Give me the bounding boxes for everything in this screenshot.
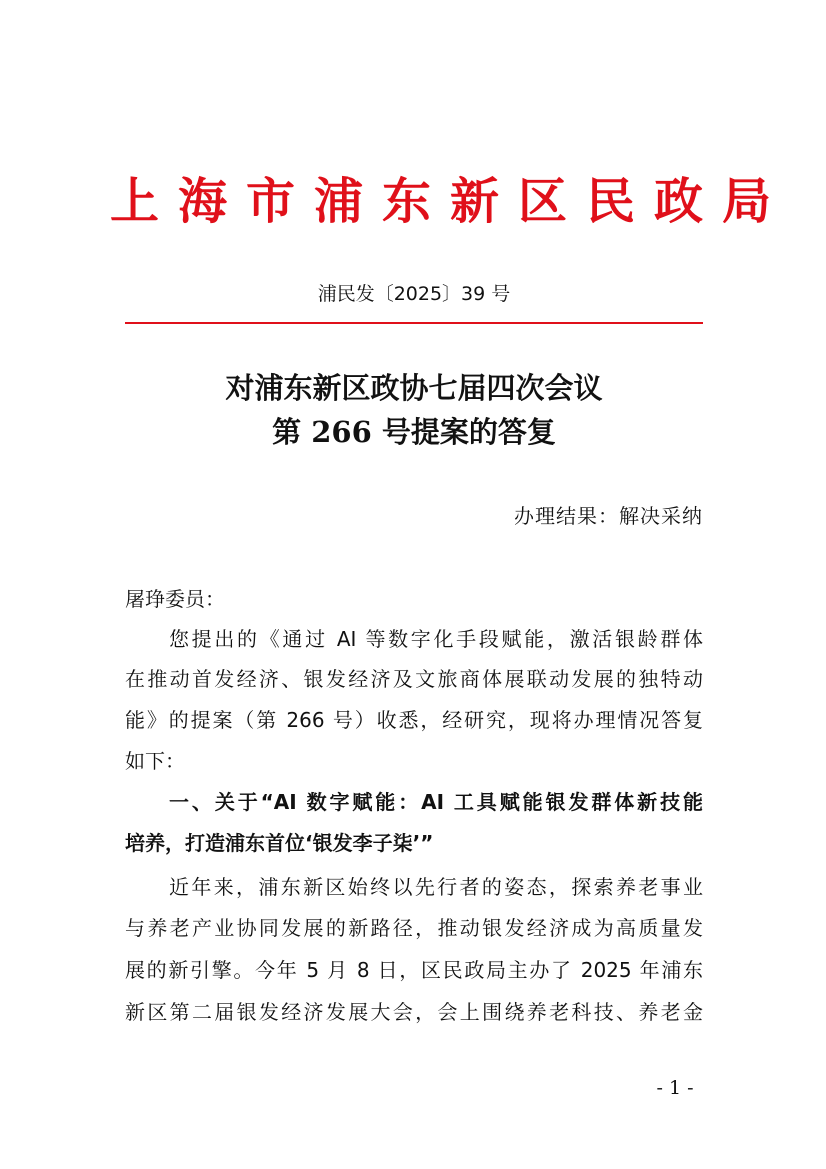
salutation: 屠琤委员：	[125, 587, 225, 611]
body-line: 您提出的《通过 AI 等数字化手段赋能，激活银龄群体	[169, 627, 703, 651]
body-line: 能》的提案（第 266 号）收悉，经研究，现将办理情况答复	[125, 708, 703, 732]
body-line: 在推动首发经济、银发经济及文旅商体展联动发展的独特动	[125, 667, 703, 691]
document-title-line-1: 对浦东新区政协七届四次会议	[225, 371, 603, 405]
paragraph-line: 展的新引擎。今年 5 月 8 日，区民政局主办了 2025 年浦东	[125, 958, 703, 982]
issuer-name: 上海市浦东新区民政局	[110, 172, 791, 230]
document-number: 浦民发〔2025〕39 号	[317, 283, 511, 305]
paragraph-line: 新区第二届银发经济发展大会，会上围绕养老科技、养老金	[125, 1000, 703, 1024]
section-heading-line-1: 一、关于“AI 数字赋能：AI 工具赋能银发群体新技能	[169, 790, 703, 814]
red-divider	[125, 322, 703, 324]
handling-result: 办理结果：解决采纳	[514, 504, 703, 528]
section-heading-line-2: 培养，打造浦东首位‘银发李子柒’”	[125, 831, 434, 855]
document-title-line-2: 第 266 号提案的答复	[272, 415, 556, 449]
paragraph-line: 与养老产业协同发展的新路径，推动银发经济成为高质量发	[125, 916, 703, 940]
paragraph-line: 近年来，浦东新区始终以先行者的姿态，探索养老事业	[169, 875, 703, 899]
page-number: - 1 -	[656, 1077, 694, 1099]
body-line: 如下：	[125, 749, 185, 773]
